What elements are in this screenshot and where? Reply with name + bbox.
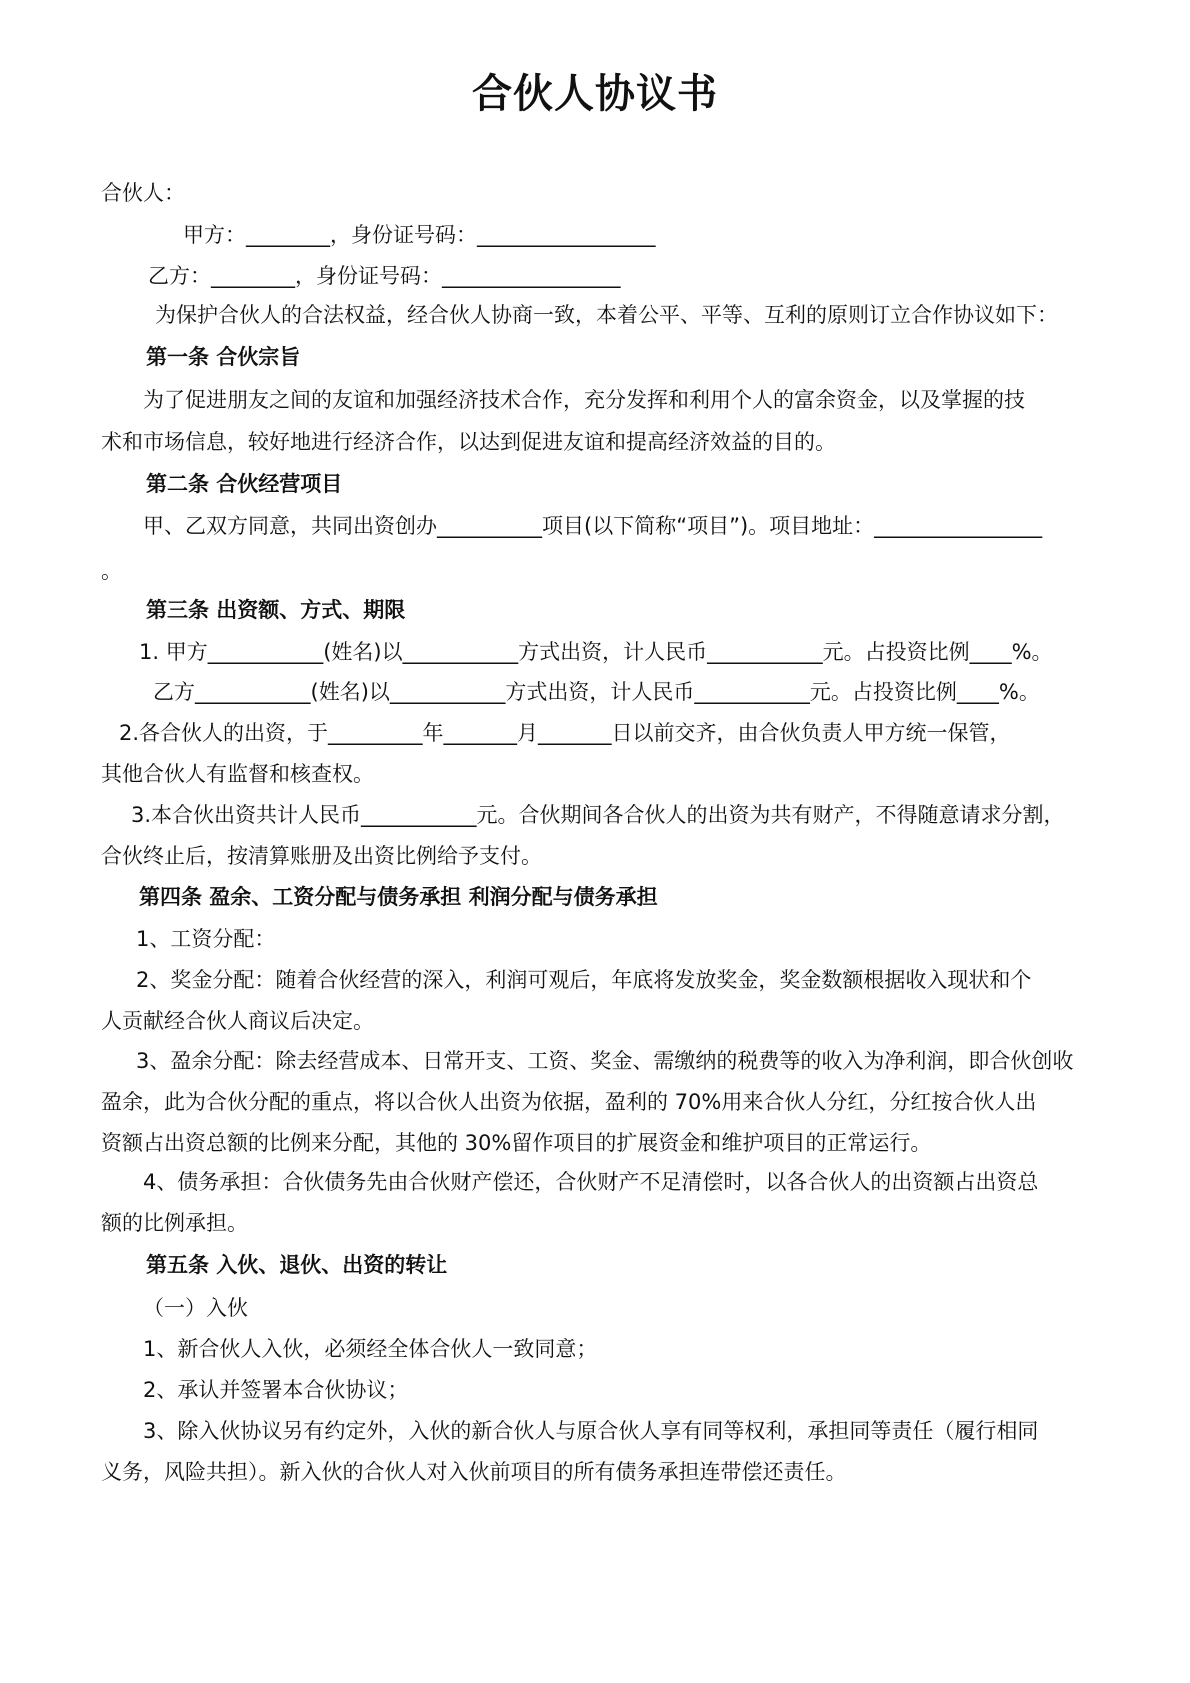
text-line: 义务，风险共担）。新入伙的合伙人对入伙前项目的所有债务承担连带偿还责任。 (101, 1460, 847, 1484)
text-line: 3.本合伙出资共计人民币___________元。合伙期间各合伙人的出资为共有财产，不得随意请求分割， (131, 803, 1065, 827)
text-line: 乙方：________，身份证号码：_________________ (148, 264, 621, 288)
text-line: 合伙人： (101, 181, 185, 205)
text-line: 人贡献经合伙人商议后决定。 (101, 1009, 374, 1033)
text-line: 资额占出资总额的比例来分配，其他的 30%留作项目的扩展资金和维护项目的正常运行。 (101, 1131, 932, 1155)
text-line: 1. 甲方___________(姓名)以___________方式出资，计人民币___________元。占投资比例____%。 (139, 640, 1053, 664)
text-line: 2、承认并签署本合伙协议； (143, 1378, 409, 1402)
text-line: 1、工资分配： (136, 927, 276, 951)
section-heading: 第三条 出资额、方式、期限 (146, 598, 406, 622)
text-line: 乙方___________(姓名)以___________方式出资，计人民币___________元。占投资比例____%。 (153, 680, 1040, 704)
text-line: 1、新合伙人入伙，必须经全体合伙人一致同意； (143, 1337, 598, 1361)
text-line: 额的比例承担。 (101, 1211, 248, 1235)
text-line: 甲方：________，身份证号码：_________________ (183, 223, 656, 247)
document-title: 合伙人协议书 (472, 71, 718, 117)
text-line: （一）入伙 (143, 1296, 248, 1320)
section-heading: 第五条 入伙、退伙、出资的转让 (146, 1253, 448, 1277)
section-heading: 第四条 盈余、工资分配与债务承担 利润分配与债务承担 (139, 885, 658, 909)
text-line: 其他合伙人有监督和核查权。 (101, 762, 374, 786)
text-line: 2、奖金分配：随着合伙经营的深入，利润可观后，年底将发放奖金，奖金数额根据收入现状和个 (136, 968, 1032, 992)
text-line: 4、债务承担：合伙债务先由合伙财产偿还，合伙财产不足清偿时，以各合伙人的出资额占出资总 (143, 1170, 1039, 1194)
text-line: 2.各合伙人的出资，于_________年_______月_______日以前交齐，由合伙负责人甲方统一保管， (119, 721, 1011, 745)
text-line: 合伙终止后，按清算账册及出资比例给予支付。 (101, 844, 542, 868)
text-line: 为了促进朋友之间的友谊和加强经济技术合作，充分发挥和利用个人的富余资金，以及掌握的技 (143, 388, 1025, 412)
text-line: 。 (101, 559, 122, 583)
text-line: 3、盈余分配：除去经营成本、日常开支、工资、奖金、需缴纳的税费等的收入为净利润，即合伙创收 (136, 1049, 1074, 1073)
section-heading: 第一条 合伙宗旨 (146, 345, 301, 369)
text-line: 甲、乙双方同意，共同出资创办__________项目(以下简称“项目”)。项目地址：________________ (143, 514, 1043, 538)
text-line: 为保护合伙人的合法权益，经合伙人协商一致，本着公平、平等、互利的原则订立合作协议如下： (155, 303, 1058, 327)
section-heading: 第二条 合伙经营项目 (146, 472, 343, 496)
text-line: 术和市场信息，较好地进行经济合作，以达到促进友谊和提高经济效益的目的。 (101, 430, 836, 454)
text-line: 盈余，此为合伙分配的重点，将以合伙人出资为依据，盈利的 70%用来合伙人分红，分红按合伙人出 (101, 1090, 1037, 1114)
text-line: 3、除入伙协议另有约定外，入伙的新合伙人与原合伙人享有同等权利，承担同等责任（履行相同 (143, 1419, 1039, 1443)
